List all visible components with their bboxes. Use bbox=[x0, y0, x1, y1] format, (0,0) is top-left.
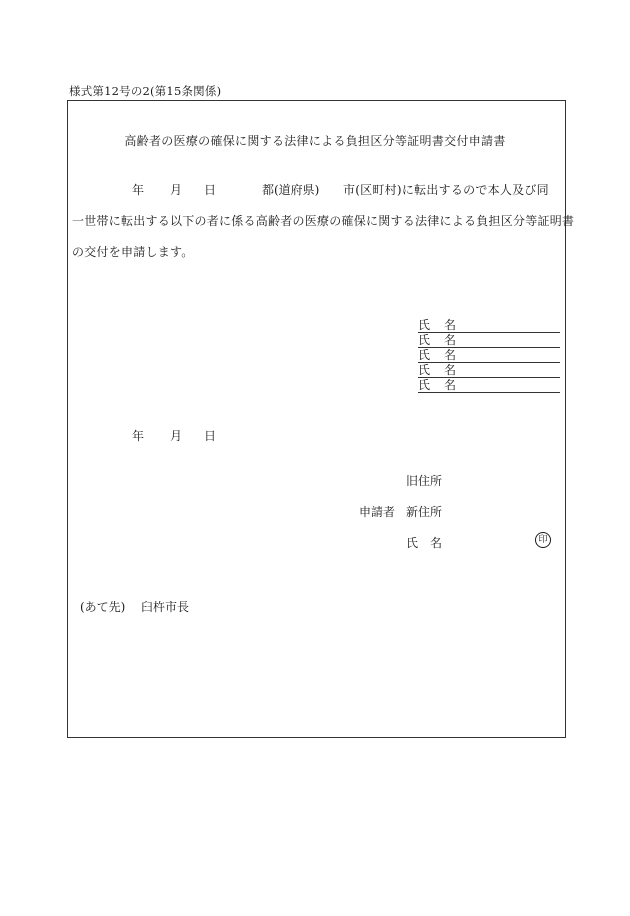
person-row[interactable] bbox=[418, 363, 560, 378]
person-label-a: 氏 bbox=[418, 378, 431, 392]
person-label-a: 氏 bbox=[418, 333, 431, 347]
person-row[interactable] bbox=[418, 333, 560, 348]
prefecture-label: 都(道府県) bbox=[262, 183, 320, 197]
person-label-a: 氏 bbox=[418, 318, 431, 332]
application-year-label: 年 bbox=[132, 429, 145, 443]
body-line-3: の交付を申請します。 bbox=[72, 245, 194, 259]
person-row[interactable] bbox=[418, 318, 560, 333]
form-title: 高齢者の医療の確保に関する法律による負担区分等証明書交付申請書 bbox=[124, 134, 506, 148]
date-year-label: 年 bbox=[132, 183, 145, 197]
applicant-label: 申請者 bbox=[359, 505, 396, 519]
person-label-b: 名 bbox=[444, 318, 457, 332]
person-label-a: 氏 bbox=[418, 348, 431, 362]
person-label-b: 名 bbox=[444, 363, 457, 377]
seal-mark: 印 bbox=[535, 532, 551, 548]
application-month-label: 月 bbox=[170, 429, 183, 443]
application-day-label: 日 bbox=[204, 429, 217, 443]
person-label-b: 名 bbox=[444, 348, 457, 362]
addressee-prefix: (あて先) bbox=[80, 600, 126, 614]
new-address-label: 新住所 bbox=[406, 505, 443, 519]
person-label-a: 氏 bbox=[418, 363, 431, 377]
applicant-name-label-a: 氏 bbox=[406, 536, 419, 550]
person-row[interactable] bbox=[418, 348, 560, 363]
person-row[interactable] bbox=[418, 378, 560, 393]
date-day-label: 日 bbox=[204, 183, 217, 197]
person-label-b: 名 bbox=[444, 333, 457, 347]
form-number: 様式第12号の2(第15条関係) bbox=[69, 84, 222, 98]
person-label-b: 名 bbox=[444, 378, 457, 392]
body-line-1: 市(区町村)に転出するので本人及び同 bbox=[343, 183, 549, 197]
addressee-name: 臼杵市長 bbox=[141, 600, 190, 614]
old-address-label: 旧住所 bbox=[406, 474, 443, 488]
body-line-2: 一世帯に転出する以下の者に係る高齢者の医療の確保に関する法律による負担区分等証明書 bbox=[72, 214, 575, 228]
applicant-name-label-b: 名 bbox=[430, 536, 443, 550]
date-month-label: 月 bbox=[170, 183, 183, 197]
